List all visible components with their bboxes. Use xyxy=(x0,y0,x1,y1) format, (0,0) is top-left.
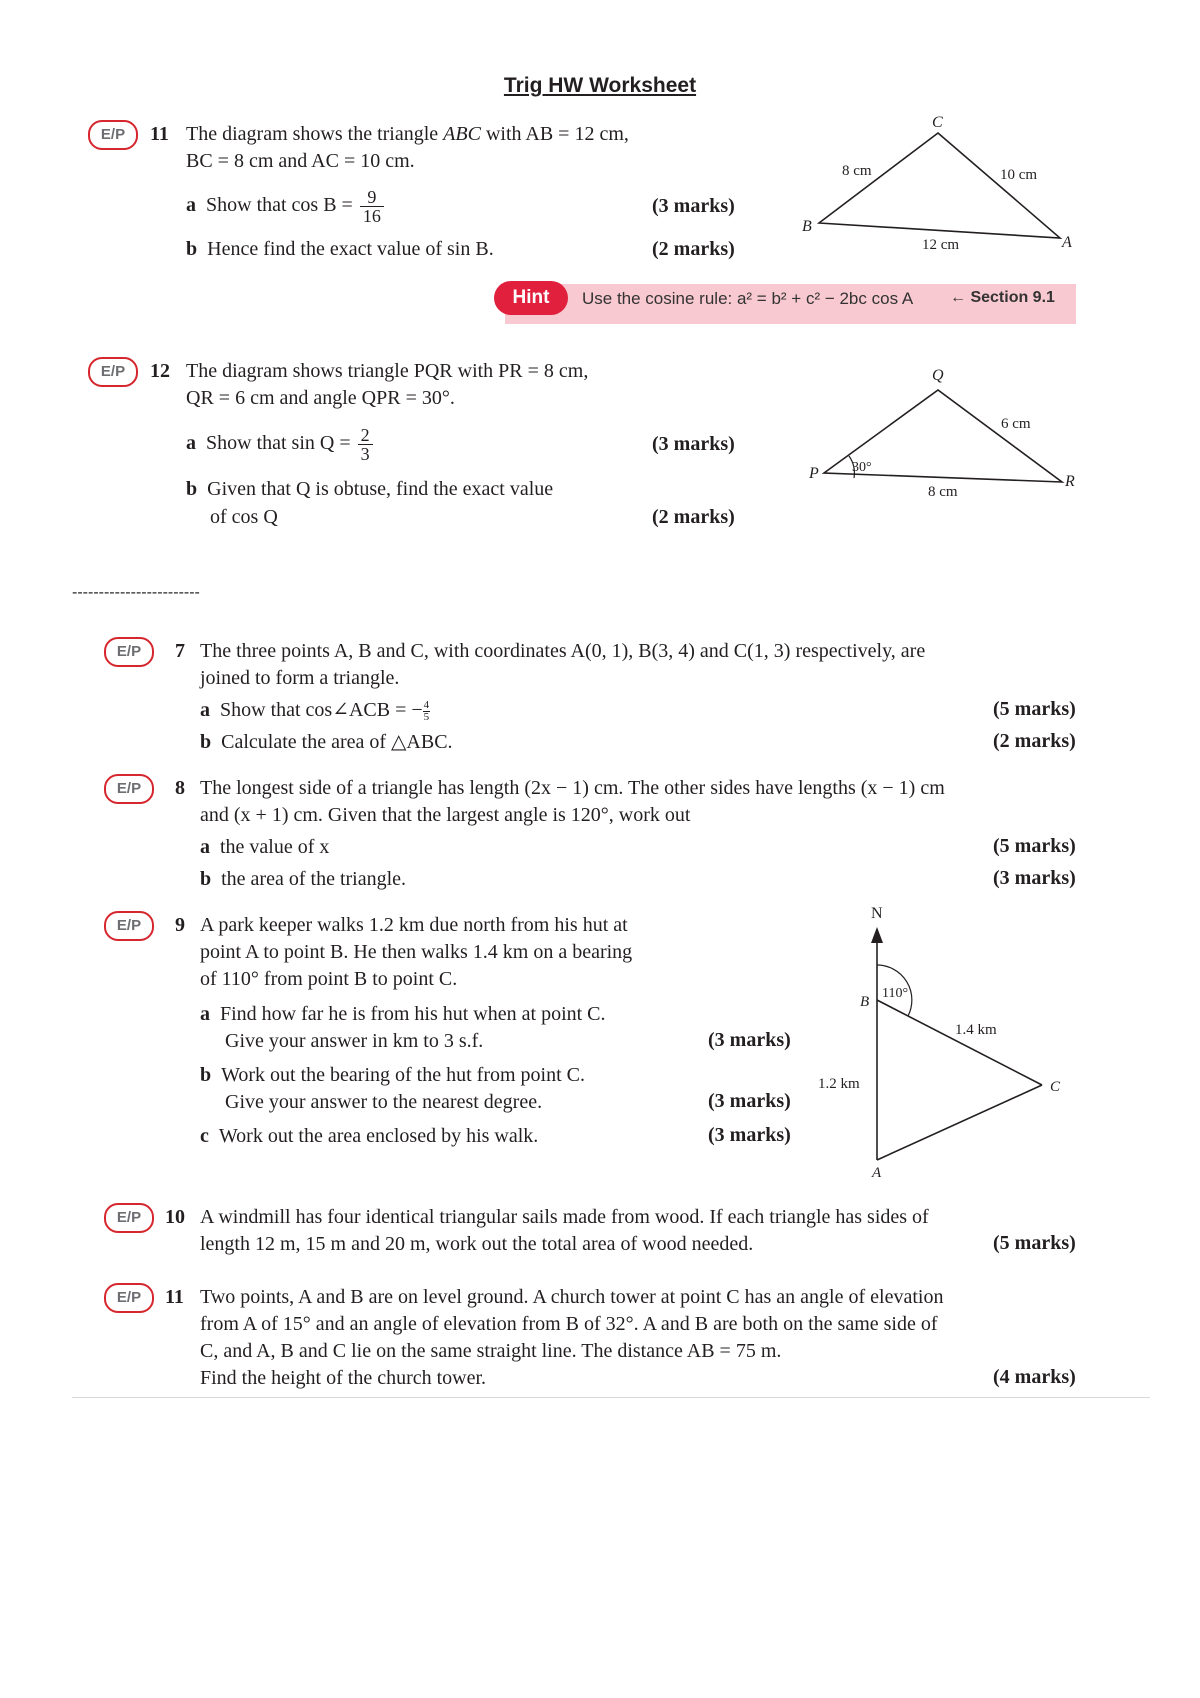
part-a: a Show that cos B = $\frac{9}{16}$ xyxy=(186,188,386,225)
question-text-line: from A of 15° and an angle of elevation from B of 32°. A and B are both on the same side of xyxy=(200,1313,938,1335)
question-text-line: and (x + 1) cm. Given that the largest angle is 120°, work out xyxy=(200,804,691,826)
marks: (3 marks) xyxy=(708,1090,791,1112)
part-b-line: Give your answer to the nearest degree. xyxy=(225,1091,543,1113)
question-text-line: QR = 6 cm and angle QPR = 30°. xyxy=(186,387,455,409)
ep-badge: E/P xyxy=(104,911,154,941)
marks: (5 marks) xyxy=(993,1232,1076,1254)
question-number: 7 xyxy=(175,640,185,662)
ep-badge: E/P xyxy=(88,357,138,387)
marks: (4 marks) xyxy=(993,1366,1076,1388)
part-a: a Show that sin Q = $\frac{2}{3}$ xyxy=(186,426,375,463)
marks: (2 marks) xyxy=(652,238,735,260)
angle-label: 110° xyxy=(882,986,909,1001)
vertex-label-c: C xyxy=(932,114,943,131)
side-label-ab: 1.2 km xyxy=(818,1076,860,1092)
part-b: b Given that Q is obtuse, find the exact value xyxy=(186,478,554,500)
part-b: b Work out the bearing of the hut from point C. xyxy=(200,1064,586,1086)
ep-badge: E/P xyxy=(104,637,154,667)
vertex-label-a: A xyxy=(872,1165,882,1181)
side-label-bc: 8 cm xyxy=(842,163,872,179)
ep-badge: E/P xyxy=(104,774,154,804)
fraction: $\frac{2}{3}$ xyxy=(358,426,373,463)
question-text-line: A windmill has four identical triangular sails made from wood. If each triangle has sides of xyxy=(200,1206,929,1228)
part-b-line: of cos Q xyxy=(210,506,278,528)
marks: (5 marks) xyxy=(993,698,1076,720)
fraction: $\frac{9}{16}$ xyxy=(360,188,384,225)
part-a: a Show that cos∠ACB = − $\frac{4}{5}$ xyxy=(200,698,430,723)
question-number: 10 xyxy=(165,1206,185,1228)
page-title: Trig HW Worksheet xyxy=(503,74,697,97)
question-text-line: The longest side of a triangle has length (2x − 1) cm. The other sides have lengths (x − 1) cm xyxy=(200,777,945,799)
marks: (2 marks) xyxy=(652,506,735,528)
small-fraction: $\frac{4}{5}$ xyxy=(423,698,430,723)
vertex-label-b: B xyxy=(860,994,870,1010)
part-b: b Calculate the area of △ABC. xyxy=(200,731,453,753)
question-number: 9 xyxy=(175,914,185,936)
part-c: c Work out the area enclosed by his walk. xyxy=(200,1125,539,1147)
question-number: 11 xyxy=(165,1286,184,1308)
question-number: 8 xyxy=(175,777,185,799)
marks: (3 marks) xyxy=(708,1029,791,1051)
hint-badge: Hint xyxy=(494,281,568,315)
part-a: a Find how far he is from his hut when at point C. xyxy=(200,1003,606,1025)
hint-text: Use the cosine rule: a² = b² + c² − 2bc cos A xyxy=(582,289,914,308)
marks: (2 marks) xyxy=(993,730,1076,752)
question-text-line: of 110° from point B to point C. xyxy=(200,968,458,990)
part-b: b the area of the triangle. xyxy=(200,868,407,890)
question-number: 11 xyxy=(150,123,169,145)
marks: (3 marks) xyxy=(652,433,735,455)
part-a: a the value of x xyxy=(200,836,330,858)
question-text-line: point A to point B. He then walks 1.4 km on a bearing xyxy=(200,941,633,963)
marks: (5 marks) xyxy=(993,835,1076,857)
vertex-label-r: R xyxy=(1065,473,1075,490)
bearing-diagram xyxy=(810,905,1080,1185)
bottom-rule xyxy=(72,1397,1150,1398)
hint-section-link: ← Section 9.1 xyxy=(950,289,1055,306)
question-text-line: C, and A, B and C lie on the same straight line. The distance AB = 75 m. xyxy=(200,1340,782,1362)
question-text-line: joined to form a triangle. xyxy=(200,667,400,689)
side-label-ba: 12 cm xyxy=(922,237,960,253)
vertex-label-c: C xyxy=(1050,1079,1061,1095)
question-number: 12 xyxy=(150,360,170,382)
marks: (3 marks) xyxy=(652,195,735,217)
vertex-label-a: A xyxy=(1062,234,1072,251)
vertex-label-q: Q xyxy=(932,367,944,384)
side-label-pr: 8 cm xyxy=(928,484,958,500)
angle-label: 30° xyxy=(852,460,872,475)
side-label-qr: 6 cm xyxy=(1001,416,1031,432)
part-a-line: Give your answer in km to 3 s.f. xyxy=(225,1030,484,1052)
ep-badge: E/P xyxy=(104,1203,154,1233)
question-text-line: Find the height of the church tower. xyxy=(200,1367,487,1389)
question-text-line: length 12 m, 15 m and 20 m, work out the total area of wood needed. xyxy=(200,1233,754,1255)
vertex-label-b: B xyxy=(802,218,812,235)
question-text-line: A park keeper walks 1.2 km due north from his hut at xyxy=(200,914,628,936)
marks: (3 marks) xyxy=(708,1124,791,1146)
vertex-label-p: P xyxy=(809,465,819,482)
marks: (3 marks) xyxy=(993,867,1076,889)
triangle-abc-diagram xyxy=(790,110,1080,260)
question-text-line: The three points A, B and C, with coordinates A(0, 1), B(3, 4) and C(1, 3) respectively, are xyxy=(200,640,926,662)
ep-badge: E/P xyxy=(88,120,138,150)
triangle-pqr-diagram xyxy=(800,360,1090,510)
question-text-line: BC = 8 cm and AC = 10 cm. xyxy=(186,150,415,172)
question-text-line: The diagram shows triangle PQR with PR = 8 cm, xyxy=(186,360,589,382)
question-text-line: Two points, A and B are on level ground. A church tower at point C has an angle of elevation xyxy=(200,1286,944,1308)
question-text-line: The diagram shows the triangle ABC with AB = 12 cm, xyxy=(186,123,629,145)
side-label-ca: 10 cm xyxy=(1000,167,1038,183)
ep-badge: E/P xyxy=(104,1283,154,1313)
part-b: b Hence find the exact value of sin B. xyxy=(186,238,494,260)
separator: ------------------------ xyxy=(72,584,200,601)
north-label: N xyxy=(871,905,883,922)
side-label-bc: 1.4 km xyxy=(955,1022,997,1038)
